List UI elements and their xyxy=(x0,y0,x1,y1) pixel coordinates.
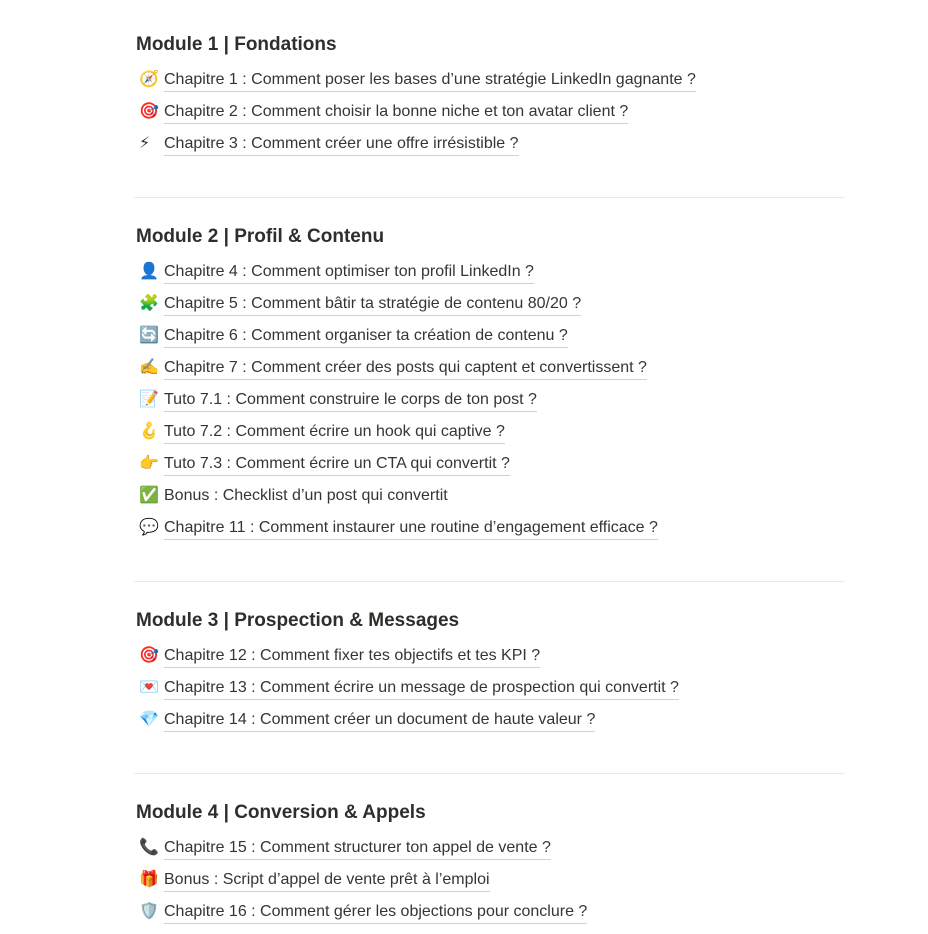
lightning-icon: ⚡ xyxy=(139,135,151,152)
list-item[interactable] xyxy=(136,832,844,864)
memo-icon: 📝 xyxy=(139,391,159,408)
check-mark-icon: ✅ xyxy=(139,487,159,504)
list-item[interactable] xyxy=(136,256,844,288)
chapter-link[interactable]: Chapitre 7 : Comment créer des posts qui captent et convertissent ? xyxy=(164,357,647,380)
chapter-link[interactable]: Chapitre 6 : Comment organiser ta création de contenu ? xyxy=(164,325,568,348)
chapter-link[interactable]: Chapitre 2 : Comment choisir la bonne niche et ton avatar client ? xyxy=(164,101,628,124)
target-icon: 🎯 xyxy=(139,647,159,664)
chapter-link[interactable]: Chapitre 12 : Comment fixer tes objectifs et tes KPI ? xyxy=(164,645,540,668)
speech-bubble-icon: 💬 xyxy=(139,519,159,536)
list-item[interactable] xyxy=(136,672,844,704)
list-item[interactable] xyxy=(136,640,844,672)
list-item[interactable] xyxy=(136,288,844,320)
person-icon: 👤 xyxy=(139,263,159,280)
chapter-link[interactable]: Tuto 7.1 : Comment construire le corps de ton post ? xyxy=(164,389,537,412)
phone-icon: 📞 xyxy=(139,839,159,856)
puzzle-icon: 🧩 xyxy=(139,295,159,312)
chapter-link[interactable]: Chapitre 1 : Comment poser les bases d’une stratégie LinkedIn gagnante ? xyxy=(164,69,696,92)
list-item[interactable] xyxy=(136,96,844,128)
list-item[interactable] xyxy=(136,512,844,544)
chapter-link[interactable]: Bonus : Script d’appel de vente prêt à l’emploi xyxy=(164,869,490,892)
gift-icon: 🎁 xyxy=(139,871,159,888)
chapter-link[interactable]: Tuto 7.2 : Comment écrire un hook qui captive ? xyxy=(164,421,505,444)
list-item[interactable] xyxy=(136,448,844,480)
love-letter-icon: 💌 xyxy=(139,679,159,696)
compass-icon: 🧭 xyxy=(139,71,159,88)
module-title: Module 1 | Fondations xyxy=(136,34,337,55)
gem-icon: 💎 xyxy=(139,711,159,728)
list-item[interactable] xyxy=(136,128,844,160)
chapter-list xyxy=(136,64,844,160)
list-item[interactable] xyxy=(136,416,844,448)
module-1 xyxy=(136,32,844,160)
module-3 xyxy=(136,608,844,736)
module-4 xyxy=(136,800,844,928)
module-2 xyxy=(136,224,844,544)
hook-icon: 🪝 xyxy=(139,423,159,440)
chapter-link[interactable]: Chapitre 3 : Comment créer une offre irrésistible ? xyxy=(164,133,519,156)
chapter-link[interactable]: Chapitre 14 : Comment créer un document de haute valeur ? xyxy=(164,709,595,732)
chapter-link[interactable]: Chapitre 15 : Comment structurer ton appel de vente ? xyxy=(164,837,551,860)
module-title: Module 4 | Conversion & Appels xyxy=(136,802,426,823)
refresh-icon: 🔄 xyxy=(139,327,159,344)
shield-icon: 🛡️ xyxy=(139,903,159,920)
chapter-list xyxy=(136,640,844,736)
chapter-link[interactable]: Tuto 7.3 : Comment écrire un CTA qui convertit ? xyxy=(164,453,510,476)
writing-hand-icon: ✍️ xyxy=(139,359,159,376)
chapter-link[interactable]: Chapitre 4 : Comment optimiser ton profil LinkedIn ? xyxy=(164,261,534,284)
chapter-link[interactable]: Chapitre 5 : Comment bâtir ta stratégie de contenu 80/20 ? xyxy=(164,293,581,316)
list-item xyxy=(136,480,844,512)
bonus-text: Bonus : Checklist d’un post qui convertit xyxy=(164,486,448,504)
divider xyxy=(134,773,844,774)
list-item[interactable] xyxy=(136,384,844,416)
chapter-link[interactable]: Chapitre 13 : Comment écrire un message de prospection qui convertit ? xyxy=(164,677,679,700)
target-icon: 🎯 xyxy=(139,103,159,120)
chapter-list xyxy=(136,256,844,544)
chapter-link[interactable]: Chapitre 16 : Comment gérer les objections pour conclure ? xyxy=(164,901,587,924)
list-item[interactable] xyxy=(136,320,844,352)
module-title: Module 3 | Prospection & Messages xyxy=(136,610,460,631)
list-item[interactable] xyxy=(136,64,844,96)
chapter-link[interactable]: Chapitre 11 : Comment instaurer une routine d’engagement efficace ? xyxy=(164,517,658,540)
divider xyxy=(134,581,844,582)
list-item[interactable] xyxy=(136,864,844,896)
divider xyxy=(134,197,844,198)
list-item[interactable] xyxy=(136,704,844,736)
chapter-list xyxy=(136,832,844,928)
list-item[interactable] xyxy=(136,896,844,928)
list-item[interactable] xyxy=(136,352,844,384)
module-title: Module 2 | Profil & Contenu xyxy=(136,226,385,247)
pointing-hand-icon: 👉 xyxy=(139,455,159,472)
